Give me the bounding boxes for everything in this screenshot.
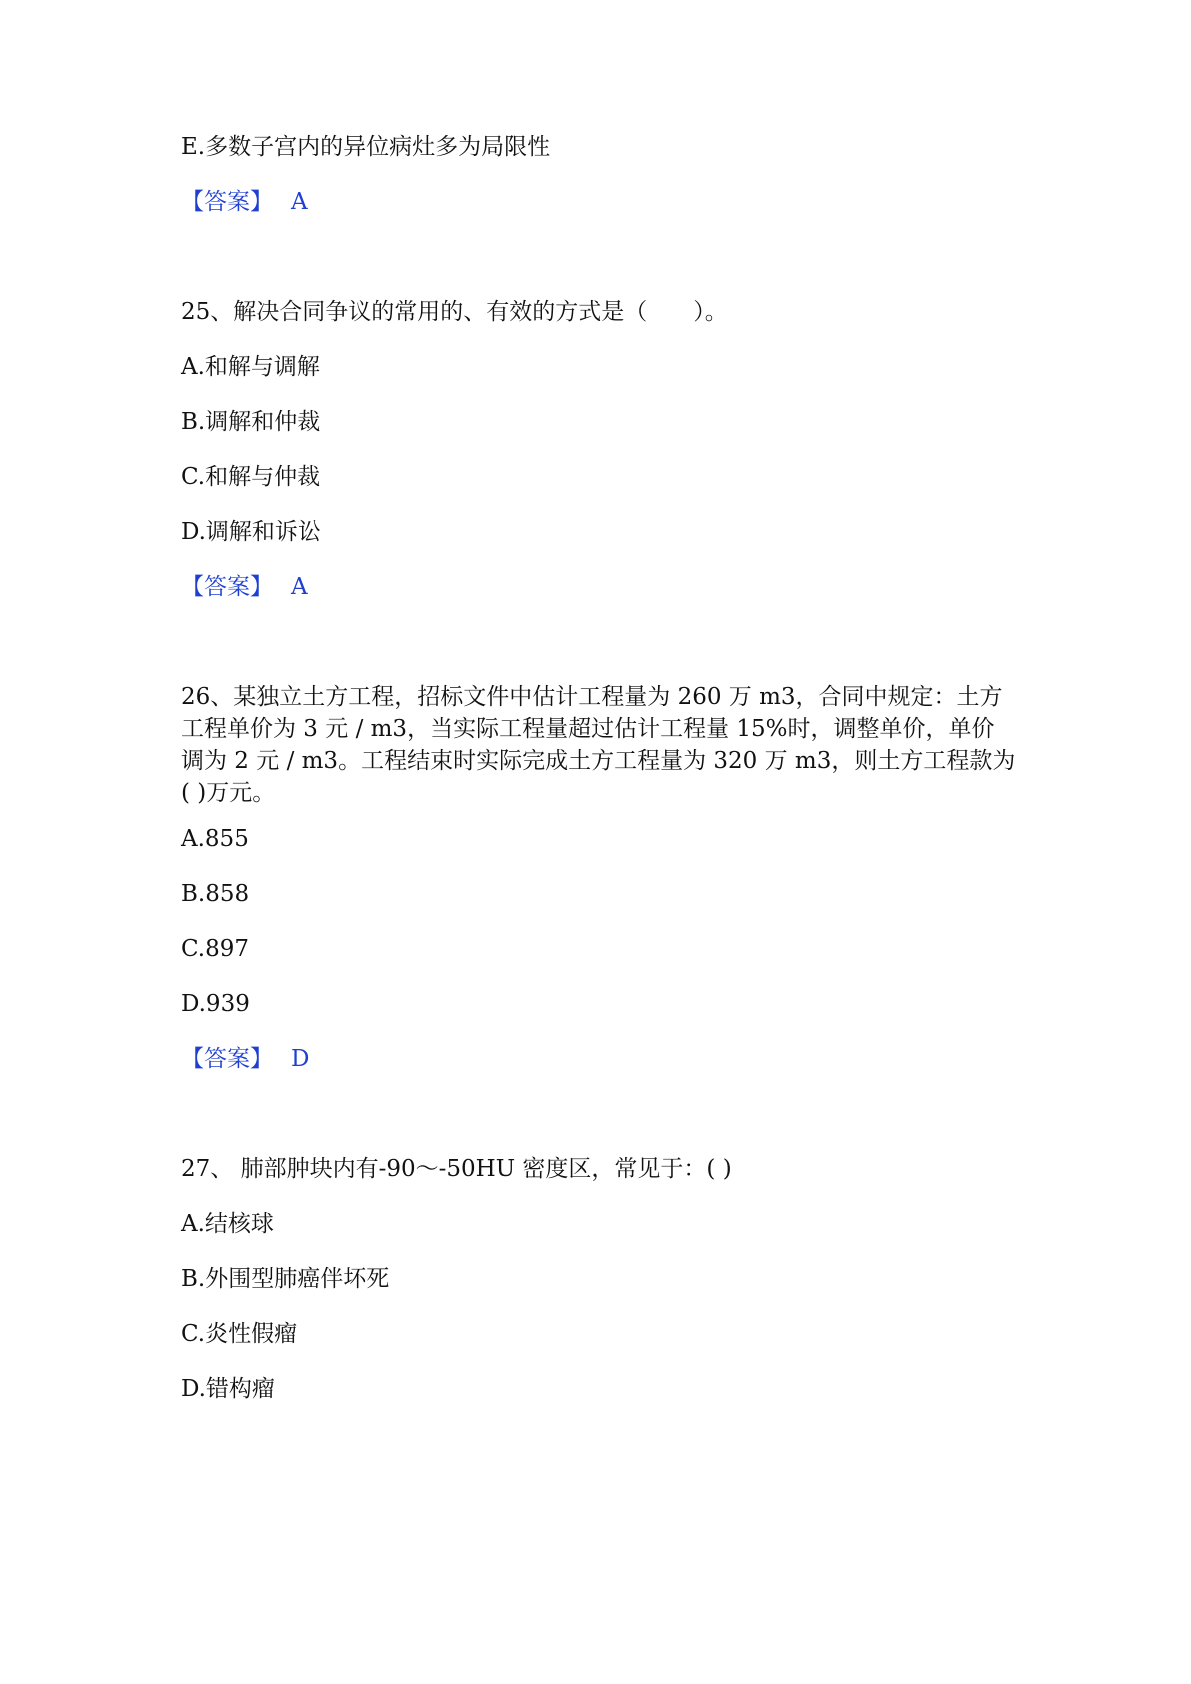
answer-value: D [291, 1046, 310, 1072]
q26-stem-line: 调为 2 元 / m3。工程结束时实际完成土方工程量为 320 万 m3，则土方工程款为 [181, 748, 1016, 774]
q26-option-b: B.858 [181, 881, 250, 907]
answer-tag: 【答案】 [181, 574, 273, 600]
q26-answer [181, 1043, 309, 1075]
q27-stem: 27、 肺部肿块内有-90～-50HU 密度区，常见于：( ) [181, 1156, 732, 1182]
answer-value: A [291, 574, 308, 600]
q25-answer [181, 571, 308, 603]
q27-option-d: D.错构瘤 [181, 1376, 275, 1402]
q27-option-b: B.外围型肺癌伴坏死 [181, 1266, 390, 1292]
q26-stem [181, 681, 1016, 809]
q26-option-c: C.897 [181, 936, 249, 962]
q25-option-d: D.调解和诉讼 [181, 519, 321, 545]
q27-option-a: A.结核球 [181, 1211, 274, 1237]
answer-tag: 【答案】 [181, 189, 273, 215]
q24-option-e: E.多数子宫内的异位病灶多为局限性 [181, 134, 551, 160]
q26-stem-line: 工程单价为 3 元 / m3，当实际工程量超过估计工程量 15%时，调整单价，单价 [181, 716, 995, 742]
q25-option-c: C.和解与仲裁 [181, 464, 321, 490]
q27-option-c: C.炎性假瘤 [181, 1321, 298, 1347]
q25-stem: 25、解决合同争议的常用的、有效的方式是（ ）。 [181, 299, 728, 325]
q25-option-b: B.调解和仲裁 [181, 409, 321, 435]
q26-stem-line: ( )万元。 [181, 780, 276, 806]
q26-option-d: D.939 [181, 991, 250, 1017]
q25-option-a: A.和解与调解 [181, 354, 320, 380]
q26-stem-line: 26、某独立土方工程，招标文件中估计工程量为 260 万 m3，合同中规定：土方 [181, 684, 1003, 710]
q26-option-a: A.855 [181, 826, 249, 852]
answer-tag: 【答案】 [181, 1046, 273, 1072]
q24-answer [181, 186, 308, 218]
answer-value: A [291, 189, 308, 215]
